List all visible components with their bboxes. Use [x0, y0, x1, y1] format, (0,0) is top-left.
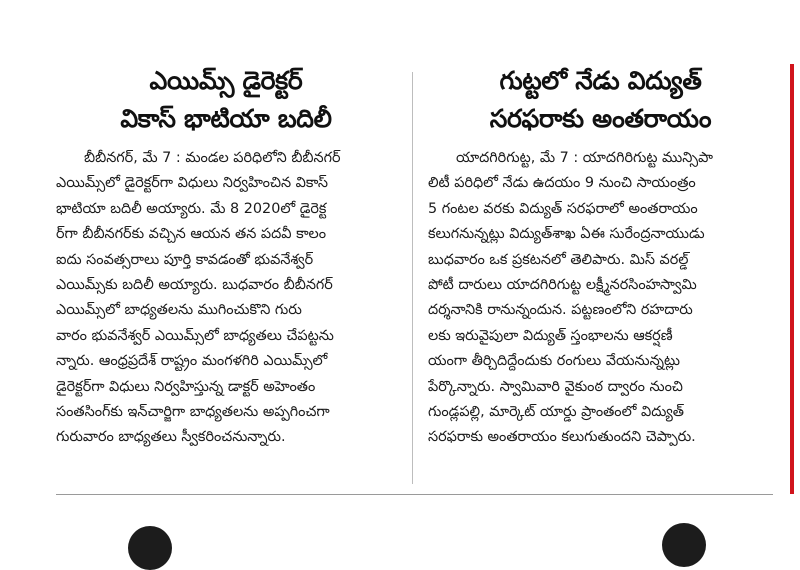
left-body-line: ఐదు సంవత్సరాలు పూర్తి కావడంతో భువనేశ్వర్‌	[56, 251, 314, 268]
right-headline-line1: గుట్టలో నేడు విద్యుత్‌	[499, 66, 702, 95]
adjacent-article-red-border	[790, 64, 794, 494]
right-body-line: దర్శనానికి రానున్నందున. పట్టణంలోని రహదారు	[428, 302, 693, 319]
right-body-line: గుండ్లపల్లి, మార్కెట్‌ యార్డు ప్రాంతంలో విద్యుత్‌	[428, 404, 684, 421]
left-body-line: న్నారు. ఆంధ్రప్రదేశ్‌ రాష్ట్రం మంగళగిరి ఎయిమ్స్‌లో	[56, 353, 328, 370]
bottom-rule	[56, 494, 773, 495]
left-body-line: డైరెక్టర్‌గా విధులు నిర్వహిస్తున్న డాక్టర్‌ అహెంతం	[56, 378, 316, 395]
left-article	[56, 62, 396, 451]
left-headline-line2: వికాస్‌ భాటియా బదిలీ	[120, 104, 332, 133]
left-body-line: భాటియా బదిలీ అయ్యారు. మే 8 2020లో డైరెక్ట	[56, 200, 327, 217]
right-body-line: బుధవారం ఒక ప్రకటనలో తెలిపారు. మిస్‌ వరల్డ్‌	[428, 251, 689, 268]
right-article-body	[428, 146, 773, 451]
left-article-headline	[56, 62, 396, 138]
left-article-body	[56, 146, 396, 451]
left-body-line: గురువారం బాధ్యతలు స్వీకరించనున్నారు.	[56, 429, 286, 446]
right-body-line: లకు ఇరువైపులా విద్యుత్‌ స్తంభాలను ఆకర్షణీ	[428, 327, 673, 344]
right-body-line: యాదగిరిగుట్ట, మే 7 : యాదగిరిగుట్ట మున్సిపా	[456, 150, 713, 166]
right-article-headline	[428, 62, 773, 138]
right-body-line: యంగా తీర్చిదిద్దేందుకు రంగులు వేయనున్నట్లు	[428, 353, 681, 370]
right-body-line: సరఫరాకు అంతరాయం కలుగుతుందని చెప్పారు.	[428, 429, 696, 446]
left-body-line: వారం భువనేశ్వర్‌ ఎయిమ్స్‌లో బాధ్యతలు చేపట్టను	[56, 327, 334, 344]
right-body-line: పేర్కొన్నారు. స్వామివారి వైకుంఠ ద్వారం నుంచి	[428, 378, 683, 395]
left-body-line: ఎయిమ్స్‌కు బదిలీ అయ్యారు. బుధవారం బీబీనగర్‌	[56, 277, 333, 294]
left-body-line: ఎయిమ్స్‌లో బాధ్యతలను ముగించుకొని గురు	[56, 302, 302, 319]
bullet-dot-left	[128, 526, 172, 570]
column-divider	[412, 72, 413, 484]
left-body-line: సంతసింగ్‌కు ఇన్‌చార్జిగా బాధ్యతలను అప్పగించగా	[56, 404, 330, 421]
right-body-line: లిటీ పరిధిలో నేడు ఉదయం 9 నుంచి సాయంత్రం	[428, 175, 696, 192]
bullet-dot-right	[662, 523, 706, 567]
left-body-line: ఎయిమ్స్‌లో డైరెక్టర్‌గా విధులు నిర్వహించిన వికాస్‌	[56, 175, 329, 192]
right-body-line: 5 గంటల వరకు విద్యుత్‌ సరఫరాలో అంతరాయం	[428, 200, 698, 217]
right-body-line: పోటీ దారులు యాదగిరిగుట్ట లక్ష్మీనరసింహస్వామి	[428, 277, 697, 294]
right-headline-line2: సరఫరాకు అంతరాయం	[489, 104, 712, 133]
right-body-line: కలుగనున్నట్లు విద్యుత్‌శాఖ ఏఈ సురేంద్రనాయుడు	[428, 226, 705, 243]
left-body-line: బీబీనగర్‌, మే 7 : మండల పరిధిలోని బీబీనగర్‌	[84, 150, 341, 166]
left-headline-line1: ఎయిమ్స్‌ డైరెక్టర్‌	[149, 66, 303, 95]
right-article	[428, 62, 773, 451]
left-body-line: ర్‌గా బీబీనగర్‌కు వచ్చిన ఆయన తన పదవీ కాలం	[56, 226, 327, 243]
